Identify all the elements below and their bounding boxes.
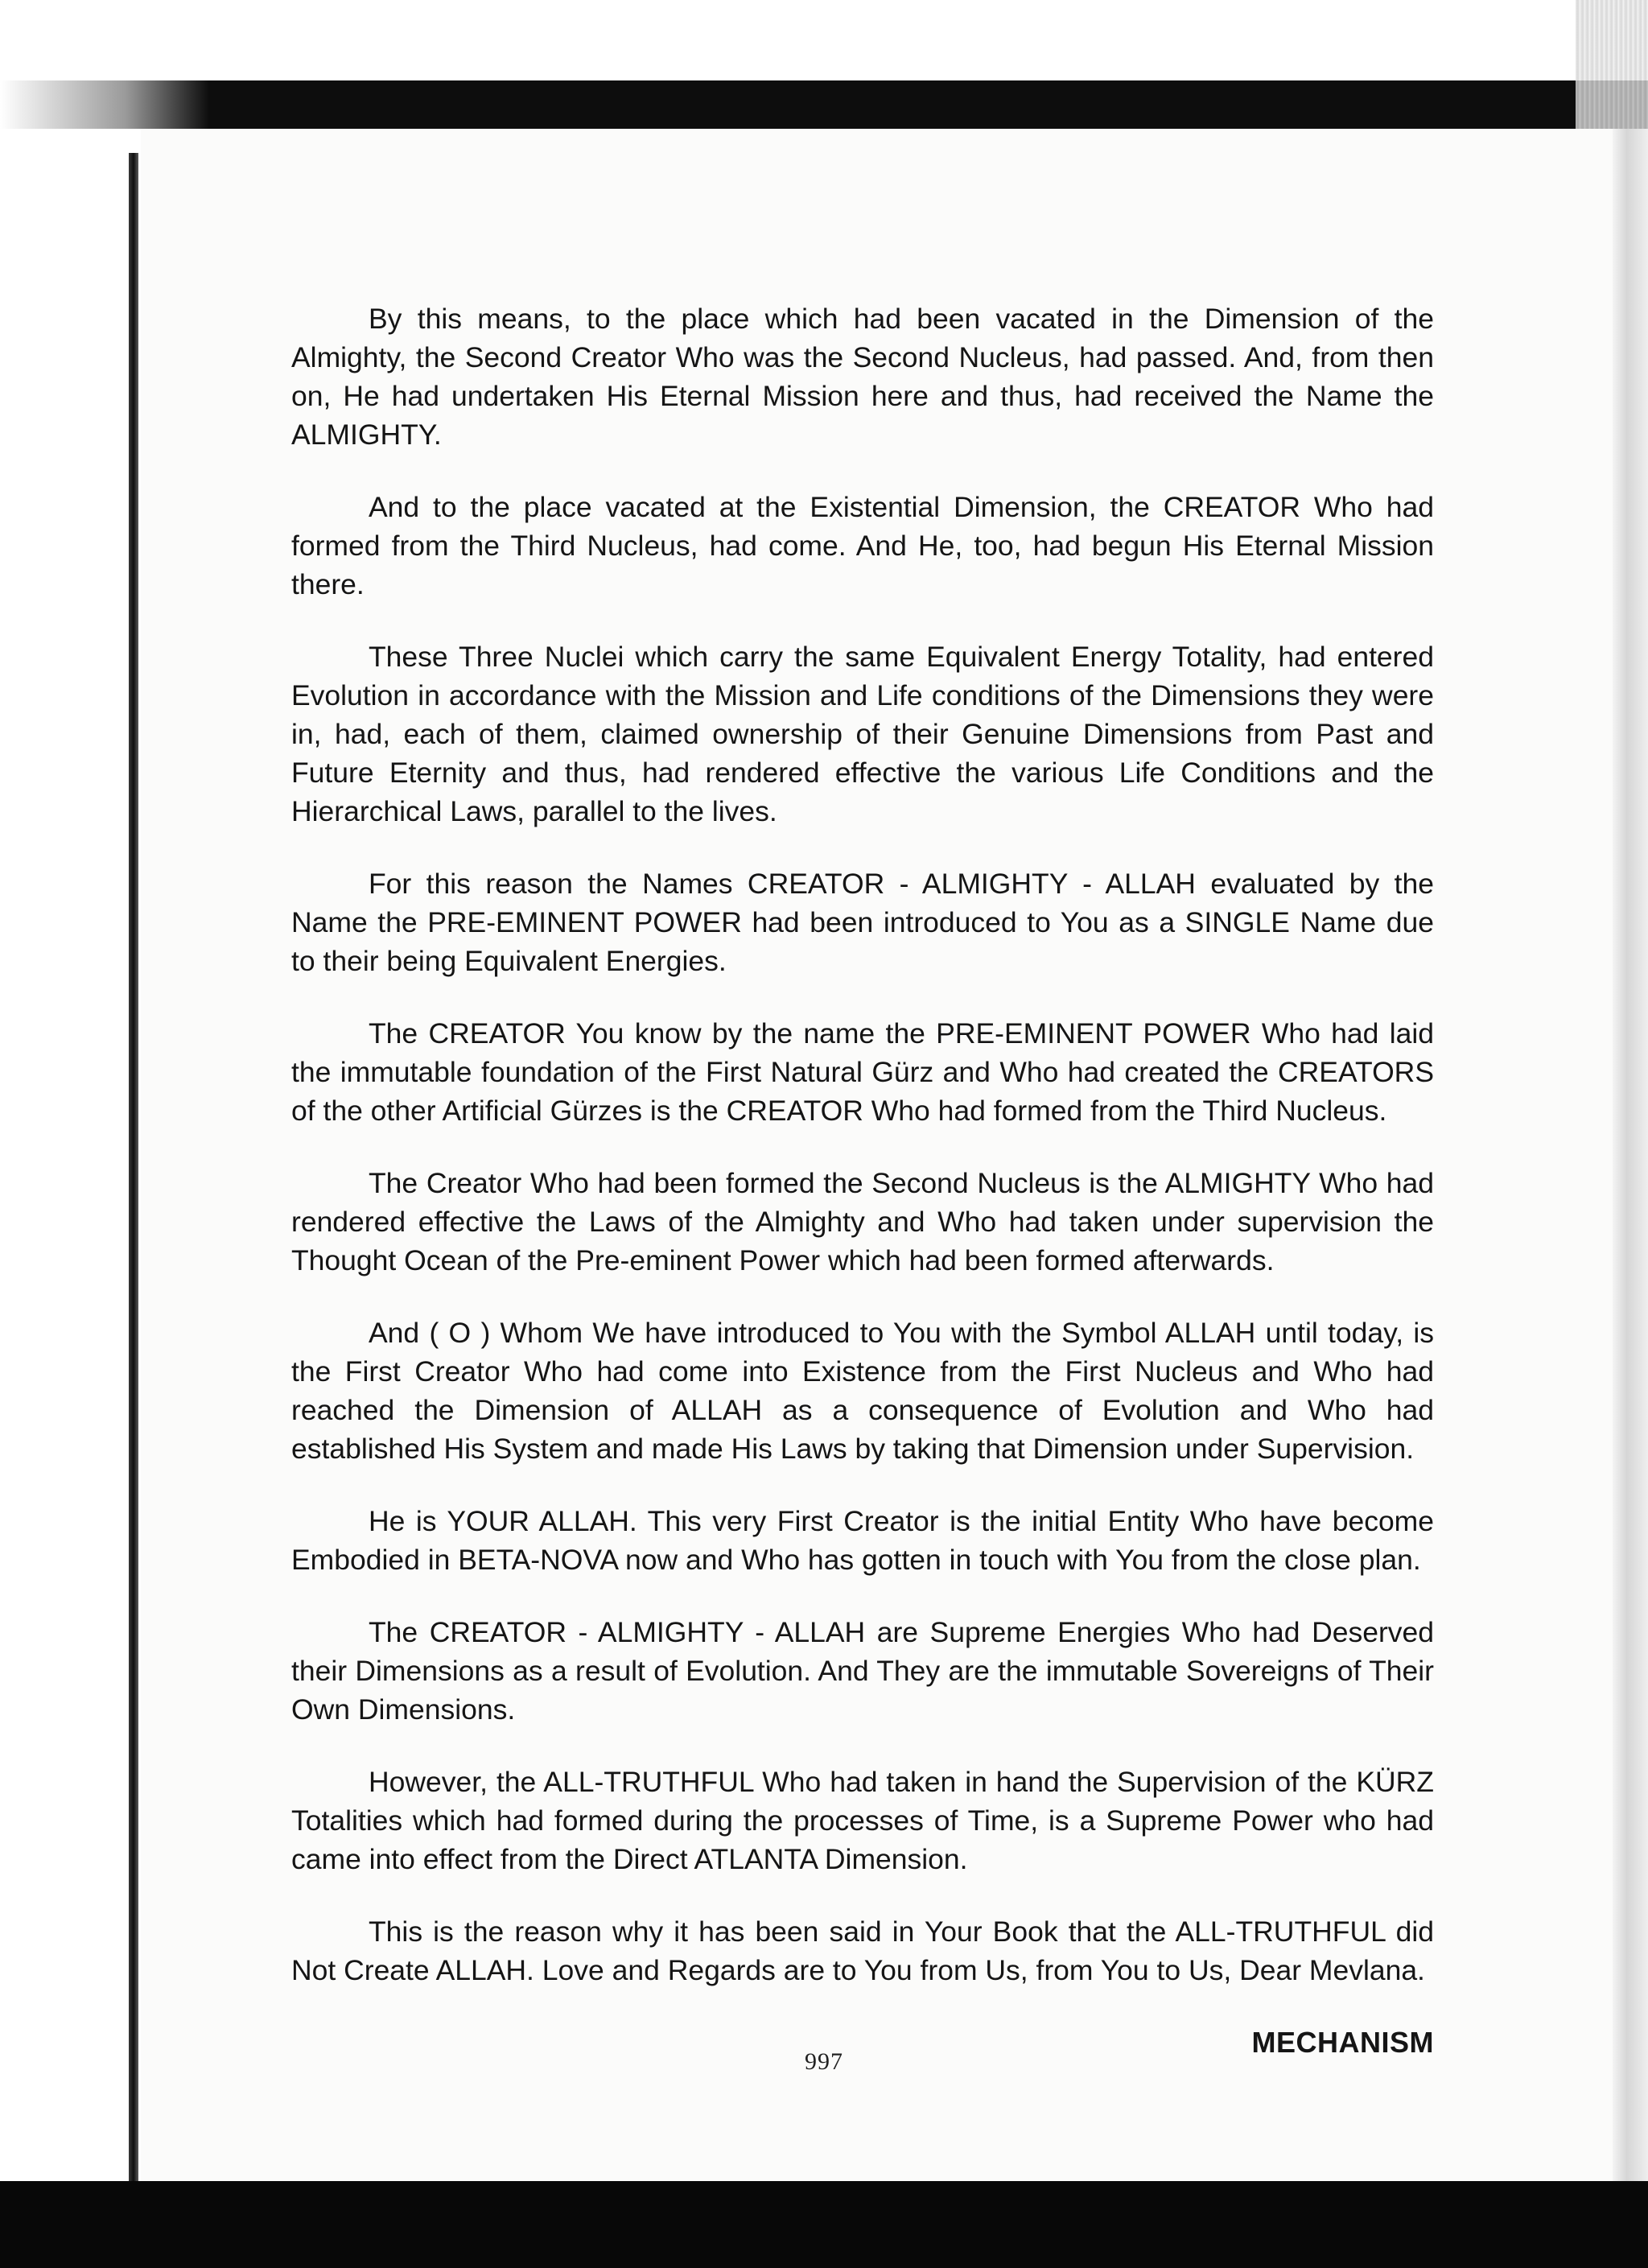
- paragraph: By this means, to the place which had been vacated in the Dimension of the Almighty, the Second Creator Who was the Second Nucleus, had passed. And, from then on, He had undertaken His Eternal Mission here and thus, had received the Name the ALMIGHTY.: [291, 303, 1434, 451]
- right-page-edge: [1613, 129, 1648, 2189]
- top-scan-shadow-fade: [0, 80, 209, 129]
- paragraph: These Three Nuclei which carry the same Equivalent Energy Totality, had entered Evolution in accordance with the Mission and Life conditions of the Dimensions they were in, had, each of them, claimed ownership of their Genuine Dimensions from Past and Future Eternity and thus, had rendered effective the various Life Conditions and the Hierarchical Laws, parallel to the lives.: [291, 641, 1434, 827]
- paragraph: This is the reason why it has been said in Your Book that the ALL-TRUTHFUL did Not Create ALLAH. Love and Regards are to You from Us, from You to Us, Dear Mevlana.: [291, 1915, 1434, 1986]
- paragraph: He is YOUR ALLAH. This very First Creator is the initial Entity Who have become Embodied in BETA-NOVA now and Who has gotten in touch with You from the close plan.: [291, 1505, 1434, 1576]
- signature: MECHANISM: [1251, 2026, 1434, 2059]
- top-margin: [0, 0, 1648, 80]
- paragraph: For this reason the Names CREATOR - ALMIGHTY - ALLAH evaluated by the Name the PRE-EMINENT POWER had been introduced to You as a SINGLE Name due to their being Equivalent Energies.: [291, 868, 1434, 977]
- left-margin: [0, 129, 141, 2189]
- paragraph: The CREATOR You know by the name the PRE-EMINENT POWER Who had laid the immutable foundation of the First Natural Gürz and Who had created the CREATORS of the other Artificial Gürzes is the CREATOR Who had formed from the Third Nucleus.: [291, 1017, 1434, 1127]
- paragraph: However, the ALL-TRUTHFUL Who had taken in hand the Supervision of the KÜRZ Totalities which had formed during the processes of Time, is a Supreme Power who had came into effect from the Direct ATLANTA Dimension.: [291, 1766, 1434, 1875]
- page-body: [291, 299, 1434, 2062]
- book-spine-edge: [129, 153, 138, 2189]
- page-number: 997: [805, 2048, 843, 2075]
- corner-scan-artifact: [1576, 0, 1648, 129]
- bottom-scan-shadow: [0, 2181, 1648, 2268]
- paragraph: And to the place vacated at the Existential Dimension, the CREATOR Who had formed from the Third Nucleus, had come. And He, too, had begun His Eternal Mission there.: [291, 491, 1434, 600]
- paragraph: The CREATOR - ALMIGHTY - ALLAH are Supreme Energies Who had Deserved their Dimensions as a result of Evolution. And They are the immutable Sovereigns of Their Own Dimensions.: [291, 1616, 1434, 1726]
- paragraph: The Creator Who had been formed the Second Nucleus is the ALMIGHTY Who had rendered effective the Laws of the Almighty and Who had taken under supervision the Thought Ocean of the Pre-eminent Power which had been formed afterwards.: [291, 1167, 1434, 1276]
- top-scan-shadow: [0, 80, 1648, 129]
- paragraph: And ( O ) Whom We have introduced to You with the Symbol ALLAH until today, is the First Creator Who had come into Existence from the First Nucleus and Who had reached the Dimension of ALLAH as a consequence of Evolution and Who had established His System and made His Laws by taking that Dimension under Supervision.: [291, 1317, 1434, 1465]
